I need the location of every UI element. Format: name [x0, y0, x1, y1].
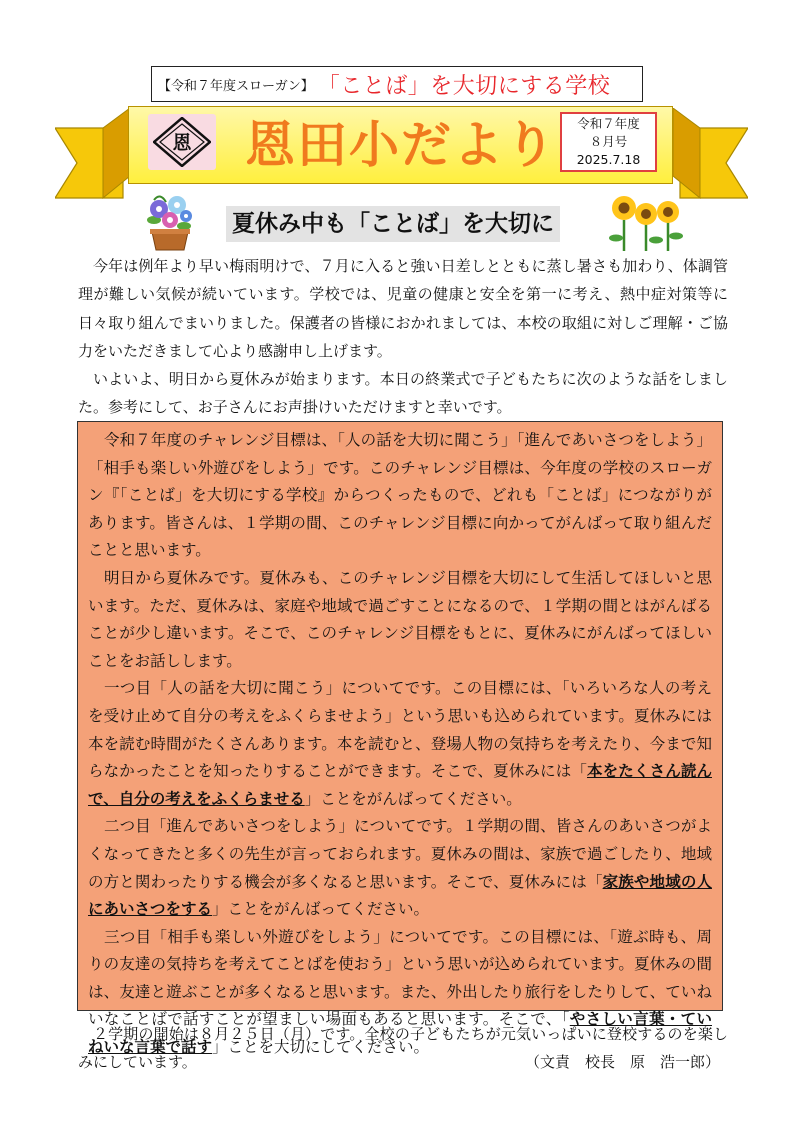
intro-paragraph-2: いよいよ、明日から夏休みが始まります。本日の終業式で子どもたちに次のような話をしました。参考にして、お子さんにお声掛けいただけますと幸いです。: [78, 370, 728, 417]
speech-paragraph-5: 三つ目「相手も楽しい外遊びをしよう」についてです。この目標には、「遊ぶ時も、周りの友達の気持ちを考えてことばを使おう」という思いが込められています。夏休みの間は、友達と遊ぶことが多くなると思います。また、外出したり旅行をしたりして、ていねいなことばで話すことが望ましい場面もあると思います。そこで、「やさしい言葉・ていねいな言葉で話す」ことを大切にしてください。: [88, 927, 712, 1057]
closing-text: ２学期の開始は８月２５日（月）です。全校の子どもたちが元気いっぱいに登校するのを楽しみにしています。: [78, 1025, 728, 1072]
issue-info: [560, 112, 657, 172]
signature: （文責 校長 原 浩一郎）: [524, 1053, 720, 1072]
goal-highlight-words: やさしい言葉・ていねいな言葉で話す: [88, 1010, 712, 1057]
issue-date: 2025.7.18: [576, 152, 641, 167]
sunflower-icon: [606, 194, 686, 252]
issue-number: ８月号: [589, 134, 628, 149]
slogan-box: [151, 66, 643, 102]
issue-era: 令和７年度: [577, 116, 640, 131]
slogan-text: 「ことば」を大切にする学校: [317, 73, 611, 99]
goal-highlight-greeting: 家族や地域の人にあいさつをする: [88, 872, 712, 919]
speech-paragraph-4: 二つ目「進んであいさつをしよう」についてです。１学期の間、皆さんのあいさつがよくなってきたと多くの先生が言っておられます。夏休みの間は、家族で過ごしたり、地域の方と関わったりする機会が多くなると思います。そこで、夏休みには「家族や地域の人にあいさつをする」ことをがんばってください。: [88, 817, 712, 919]
closing-paragraph: [78, 1020, 728, 1077]
goal-highlight-reading: 本をたくさん読んで、自分の考えをふくらませる: [88, 762, 712, 808]
speech-paragraph-3: 一つ目「人の話を大切に聞こう」についてです。この目標には、「いろいろな人の考えを受け止めて自分の考えをふくらませよう」という思いも込められています。夏休みには本を読む時間がたくさんあります。本を読むと、登場人物の気持ちを考えたり、今まで知らなかったことを知ったりすることができます。そこで、夏休みには「本をたくさん読んで、自分の考えをふくらませる」ことをがんばってください。: [88, 679, 712, 808]
school-emblem: [148, 114, 216, 170]
speech-paragraph-1: 令和７年度のチャレンジ目標は、「人の話を大切に聞こう」「進んであいさつをしよう」「相手も楽しい外遊びをしよう」です。このチャレンジ目標は、今年度の学校のスローガン『「ことば」を大切にする学校』からつくったもので、どれも「ことば」につながりがあります。皆さんは、１学期の間、このチャレンジ目標に向かってがんばって取り組んだことと思います。: [88, 431, 712, 560]
newsletter-title: 恩田小だより: [245, 116, 557, 174]
speech-paragraph-2: 明日から夏休みです。夏休みも、このチャレンジ目標を大切にして生活してほしいと思います。ただ、夏休みは、家庭や地域で過ごすことになるので、１学期の間とはがんばることが少し違います。そこで、このチャレンジ目標をもとに、夏休みにがんばってほしいことをお話しします。: [88, 568, 712, 670]
emblem-char: 恩: [172, 132, 192, 154]
intro-paragraph-1: 今年は例年より早い梅雨明けで、７月に入ると強い日差しとともに蒸し暑さも加わり、体調管理が難しい気候が続いています。学校では、児童の健康と安全を第一に考え、熱中症対策等に日々取り組んでまいりました。保護者の皆様におかれましては、本校の取組に対しご理解・ご協力をいただきまして心より感謝申し上げます。: [78, 257, 728, 360]
morning-glory-icon: [140, 190, 200, 252]
article-heading: 夏休み中も「ことば」を大切に: [226, 206, 560, 242]
slogan-tag: 【令和７年度スローガン】: [158, 78, 314, 94]
